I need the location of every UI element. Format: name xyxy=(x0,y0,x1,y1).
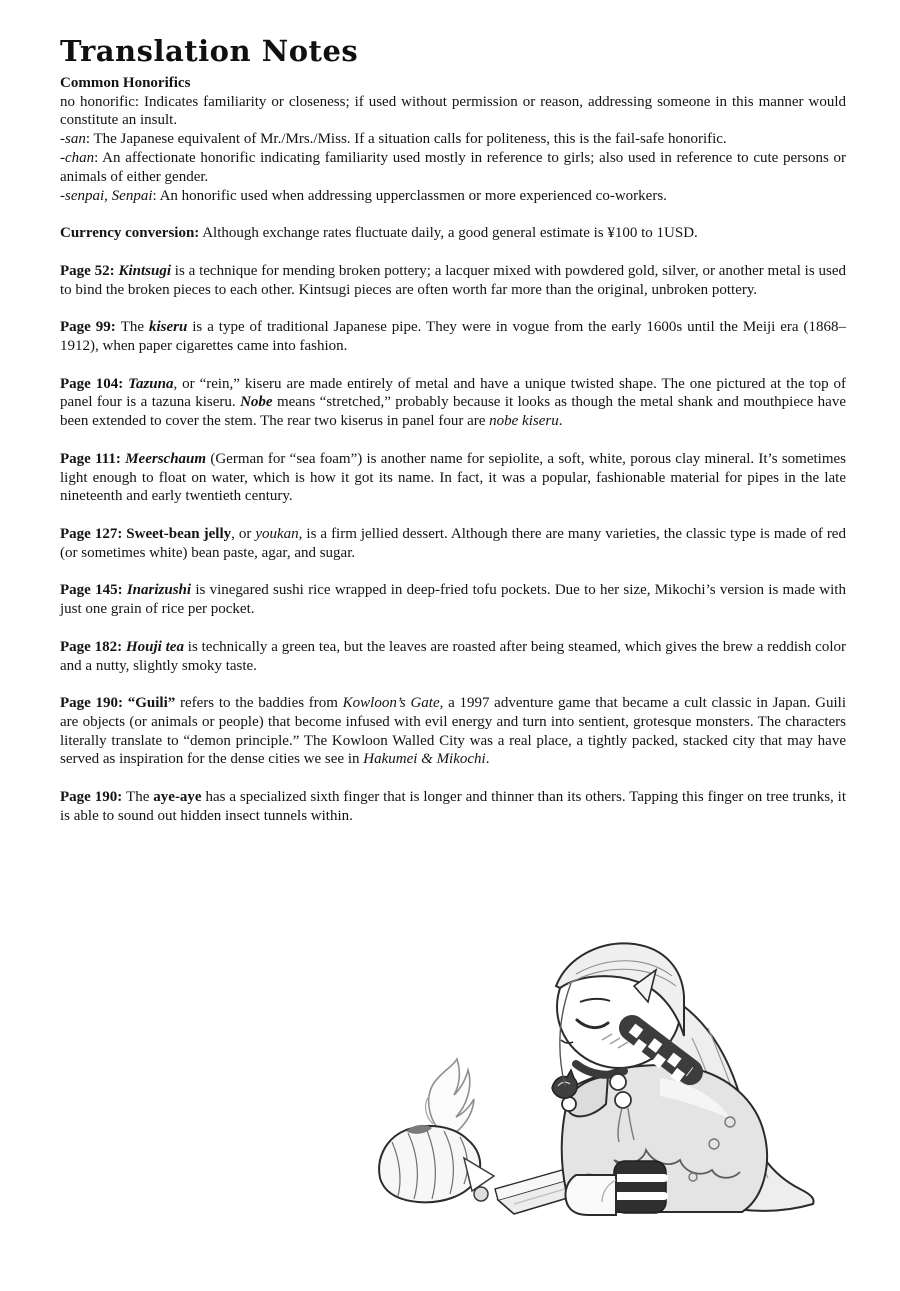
bottom-illustration xyxy=(362,928,824,1230)
honorific-chan: -chan: An affectionate honorific indicating familiarity used mostly in reference to girls; also used in reference to cute persons or animals of either gender. xyxy=(60,149,846,185)
honorifics-heading: Common Honorifics xyxy=(60,74,191,91)
note-page-145: Page 145: Inarizushi is vinegared sushi rice wrapped in deep-fried tofu pockets. Due to her size, Mikochi’s version is made with just one grain of rice per pocket. xyxy=(60,582,846,618)
currency-note: Currency conversion: Although exchange rates fluctuate daily, a good general estimate is ¥100 to 1USD. xyxy=(60,225,698,242)
honorific-senpai: -senpai, Senpai: An honorific used when addressing upperclassmen or more experienced co-workers. xyxy=(60,187,667,204)
note-page-182: Page 182: Houji tea is technically a green tea, but the leaves are roasted after being steamed, which gives the brew a reddish color and a nutty, slightly smoky taste. xyxy=(60,638,846,674)
note-page-52: Page 52: Kintsugi is a technique for mending broken pottery; a lacquer mixed with powdered gold, silver, or another metal is used to bind the broken pieces to each other. Kintsugi pieces are often worth far more than the original, unbroken pottery. xyxy=(60,262,846,298)
character-boot xyxy=(565,1175,616,1215)
notes-column xyxy=(60,34,847,826)
illustration-canvas xyxy=(362,928,824,1230)
note-page-127: Page 127: Sweet-bean jelly, or youkan, is a firm jellied dessert. Although there are many varieties, the classic type is made of red (or sometimes white) bean paste, agar, and sugar. xyxy=(60,525,846,561)
character-hand xyxy=(562,1097,576,1111)
note-page-104: Page 104: Tazuna, or “rein,” kiseru are made entirely of metal and have a unique twisted shape. The one pictured at the top of panel four is a tazuna kiseru. Nobe means “stretched,” probably because it looks as though the metal shank and mouthpiece have been extended to cover the stem. The rear two kiserus in panel four are nobe kiseru. xyxy=(60,375,847,430)
page-title: Translation Notes xyxy=(60,34,359,68)
note-page-111: Page 111: Meerschaum (German for “sea foam”) is another name for sepiolite, a soft, white, porous clay mineral. It’s sometimes light enough to float on water, which is how it got its name. In fact, it was a popular, fashionable material for pipes in the late nineteenth and early twentieth century. xyxy=(60,450,846,505)
note-page-190-ayeaye: Page 190: The aye-aye has a specialized sixth finger that is longer and thinner than its others. Tapping this finger on tree trunks, it is able to sound out hidden insect tunnels within. xyxy=(60,789,846,824)
honorific-san: -san: The Japanese equivalent of Mr./Mrs./Miss. If a situation calls for politeness, this is the fail-safe honorific. xyxy=(60,131,727,148)
note-page-99: Page 99: The kiseru is a type of traditional Japanese pipe. They were in vogue from the early 1600s until the Meiji era (1868–1912), when paper cigarettes came into fashion. xyxy=(60,319,846,354)
note-page-190-guili: Page 190: “Guili” refers to the baddies from Kowloon’s Gate, a 1997 adventure game that became a cult classic in Japan. Guili are objects (or animals or people) that become infused with evil energy and turn into sentient, grotesque monsters. The characters literally translate to “demon principle.” The Kowloon Walled City was a real place, a tightly packed, stacked city that may have served as inspiration for the dense cities we see in Hakumei & Mikochi. xyxy=(60,695,847,768)
notes-list xyxy=(60,74,846,826)
honorific-none: no honorific: Indicates familiarity or closeness; if used without permission or reason, addressing someone in this manner would constitute an insult. xyxy=(60,93,846,129)
smoking-shell-icon xyxy=(379,1125,494,1202)
